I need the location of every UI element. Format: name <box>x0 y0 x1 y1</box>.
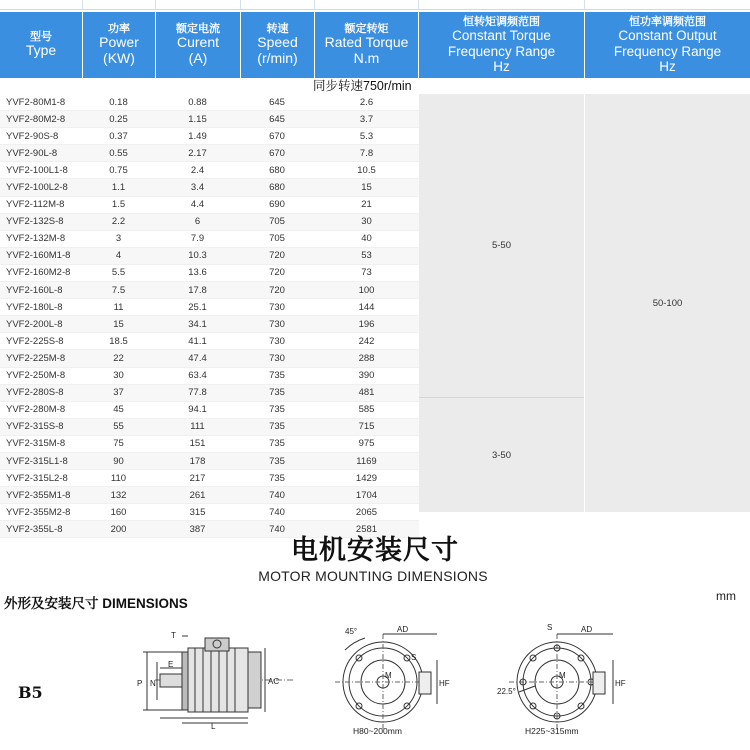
header-current <box>156 12 240 78</box>
cell-power: 110 <box>82 470 155 487</box>
cell-speed: 680 <box>240 162 314 179</box>
table-row <box>0 470 419 487</box>
header-co-range <box>585 12 750 78</box>
mount-type-label: B5 <box>18 683 43 702</box>
cell-speed: 730 <box>240 316 314 333</box>
unit-label: mm <box>716 589 736 603</box>
header-power-en: Power <box>99 34 139 51</box>
cell-power: 5.5 <box>82 264 155 281</box>
side-view-drawing <box>135 630 300 730</box>
cell-torque: 53 <box>314 247 419 264</box>
cell-type: YVF2-160L-8 <box>0 282 82 299</box>
header-power <box>83 12 155 78</box>
cell-speed: 735 <box>240 384 314 401</box>
cell-speed: 740 <box>240 487 314 504</box>
cell-speed: 740 <box>240 521 314 538</box>
front-view-h225-315 <box>495 620 630 738</box>
table-row <box>0 384 419 401</box>
co-range <box>585 94 750 512</box>
section-title-zh: 电机安装尺寸 <box>291 535 459 566</box>
header-co-range-en1: Constant Output <box>618 28 717 44</box>
cell-power: 30 <box>82 367 155 384</box>
header-speed-en: Speed <box>257 34 298 51</box>
cell-power: 15 <box>82 316 155 333</box>
header-current-unit: (A) <box>188 50 208 67</box>
label-n: N <box>150 679 156 688</box>
cell-type: YVF2-100L2-8 <box>0 179 82 196</box>
front2-hf: HF <box>615 679 626 688</box>
cell-torque: 3.7 <box>314 111 419 128</box>
cell-power: 132 <box>82 487 155 504</box>
cell-power: 22 <box>82 350 155 367</box>
front2-s: S <box>547 623 553 632</box>
cell-torque: 144 <box>314 299 419 316</box>
cell-torque: 242 <box>314 333 419 350</box>
table-row <box>0 230 419 247</box>
header-power-unit: (KW) <box>103 50 135 67</box>
cell-speed: 730 <box>240 333 314 350</box>
cell-torque: 288 <box>314 350 419 367</box>
cell-type: YVF2-180L-8 <box>0 299 82 316</box>
cell-power: 7.5 <box>82 282 155 299</box>
cell-torque: 196 <box>314 316 419 333</box>
header-co-range-zh: 恒功率调频范围 <box>629 16 706 29</box>
co-range-value: 50-100 <box>652 297 683 309</box>
cell-current: 41.1 <box>155 333 240 350</box>
cell-power: 2.2 <box>82 213 155 230</box>
front-view-h80-200 <box>325 620 450 738</box>
table-row <box>0 196 419 213</box>
cell-torque: 390 <box>314 367 419 384</box>
cell-torque: 715 <box>314 418 419 435</box>
cell-speed: 720 <box>240 264 314 281</box>
cell-type: YVF2-160M2-8 <box>0 264 82 281</box>
subheader-sync-speed: 同步转速750r/min <box>313 79 412 93</box>
cell-current: 34.1 <box>155 316 240 333</box>
cell-torque: 21 <box>314 196 419 213</box>
cell-type: YVF2-315S-8 <box>0 418 82 435</box>
cell-speed: 735 <box>240 435 314 452</box>
cell-speed: 730 <box>240 350 314 367</box>
cell-power: 0.37 <box>82 128 155 145</box>
header-speed-zh: 转速 <box>266 23 289 36</box>
cell-torque: 1169 <box>314 452 419 469</box>
cell-type: YVF2-90S-8 <box>0 128 82 145</box>
cell-current: 261 <box>155 487 240 504</box>
cell-torque: 2065 <box>314 504 419 521</box>
front1-angle: 45° <box>345 627 358 636</box>
table-row <box>0 452 419 469</box>
label-ac: AC <box>268 677 280 686</box>
cell-current: 178 <box>155 452 240 469</box>
cell-type: YVF2-132M-8 <box>0 230 82 247</box>
front1-m: M <box>385 671 392 680</box>
header-torque-zh: 额定转矩 <box>344 23 389 36</box>
cell-power: 75 <box>82 435 155 452</box>
table-row <box>0 282 419 299</box>
cell-torque: 1704 <box>314 487 419 504</box>
cell-power: 0.55 <box>82 145 155 162</box>
cell-speed: 730 <box>240 299 314 316</box>
header-torque-unit: N.m <box>353 50 380 67</box>
cell-speed: 705 <box>240 230 314 247</box>
ct-range-upper-value: 5-50 <box>491 240 511 251</box>
dimensions-label: 外形及安装尺寸 DIMENSIONS <box>4 596 188 611</box>
cell-torque: 30 <box>314 213 419 230</box>
front2-caption: H225~315mm <box>525 726 579 736</box>
cell-torque: 481 <box>314 384 419 401</box>
table-row <box>0 179 419 196</box>
cell-power: 0.18 <box>82 94 155 111</box>
cell-current: 387 <box>155 521 240 538</box>
cell-current: 13.6 <box>155 264 240 281</box>
cell-type: YVF2-355M2-8 <box>0 504 82 521</box>
ct-range-upper <box>419 94 584 398</box>
cell-current: 217 <box>155 470 240 487</box>
cell-torque: 2581 <box>314 521 419 538</box>
table-row <box>0 145 419 162</box>
cell-power: 55 <box>82 418 155 435</box>
cell-torque: 100 <box>314 282 419 299</box>
cell-type: YVF2-280M-8 <box>0 401 82 418</box>
cell-torque: 1429 <box>314 470 419 487</box>
header-torque <box>315 12 418 78</box>
table-row <box>0 316 419 333</box>
table-row <box>0 111 419 128</box>
cell-speed: 735 <box>240 367 314 384</box>
cell-current: 3.4 <box>155 179 240 196</box>
ct-range-lower <box>419 398 584 512</box>
cell-torque: 5.3 <box>314 128 419 145</box>
cell-current: 10.3 <box>155 247 240 264</box>
table-row <box>0 333 419 350</box>
label-l: L <box>211 722 216 730</box>
cell-speed: 670 <box>240 128 314 145</box>
header-ct-range-zh: 恒转矩调频范围 <box>463 16 540 29</box>
cell-torque: 40 <box>314 230 419 247</box>
cell-current: 6 <box>155 213 240 230</box>
cell-power: 4 <box>82 247 155 264</box>
cell-type: YVF2-225M-8 <box>0 350 82 367</box>
cell-type: YVF2-132S-8 <box>0 213 82 230</box>
section-title-en: MOTOR MOUNTING DIMENSIONS <box>258 568 488 584</box>
cell-torque: 10.5 <box>314 162 419 179</box>
cell-current: 47.4 <box>155 350 240 367</box>
cell-type: YVF2-225S-8 <box>0 333 82 350</box>
table-row <box>0 435 419 452</box>
table-row <box>0 418 419 435</box>
cell-speed: 735 <box>240 401 314 418</box>
cell-type: YVF2-200L-8 <box>0 316 82 333</box>
cell-current: 63.4 <box>155 367 240 384</box>
cell-current: 1.49 <box>155 128 240 145</box>
cell-speed: 735 <box>240 418 314 435</box>
header-ct-range-en2: Frequency Range <box>447 43 556 59</box>
cell-type: YVF2-160M1-8 <box>0 247 82 264</box>
cell-current: 2.4 <box>155 162 240 179</box>
cell-power: 90 <box>82 452 155 469</box>
table-row <box>0 487 419 504</box>
cell-current: 0.88 <box>155 94 240 111</box>
cell-speed: 645 <box>240 111 314 128</box>
cell-current: 1.15 <box>155 111 240 128</box>
cell-current: 25.1 <box>155 299 240 316</box>
cell-speed: 645 <box>240 94 314 111</box>
cell-power: 11 <box>82 299 155 316</box>
cell-current: 77.8 <box>155 384 240 401</box>
table-row <box>0 128 419 145</box>
table-row <box>0 350 419 367</box>
cell-speed: 690 <box>240 196 314 213</box>
cell-power: 3 <box>82 230 155 247</box>
cell-speed: 735 <box>240 452 314 469</box>
cell-power: 0.25 <box>82 111 155 128</box>
cell-power: 0.75 <box>82 162 155 179</box>
header-type-zh: 型号 <box>30 31 52 43</box>
cell-torque: 585 <box>314 401 419 418</box>
table-row <box>0 162 419 179</box>
cell-speed: 705 <box>240 213 314 230</box>
header-type <box>0 12 82 78</box>
cell-speed: 735 <box>240 470 314 487</box>
header-ct-range-unit: Hz <box>493 58 510 74</box>
table-row <box>0 367 419 384</box>
cell-type: YVF2-315L1-8 <box>0 452 82 469</box>
header-ct-range-en1: Constant Torque <box>452 28 551 44</box>
front2-ad: AD <box>581 625 593 634</box>
cell-power: 45 <box>82 401 155 418</box>
label-t: T <box>171 631 176 640</box>
cell-type: YVF2-112M-8 <box>0 196 82 213</box>
table-row <box>0 504 419 521</box>
cell-current: 315 <box>155 504 240 521</box>
cell-speed: 720 <box>240 247 314 264</box>
cell-speed: 740 <box>240 504 314 521</box>
header-current-zh: 额定电流 <box>176 23 220 36</box>
cell-power: 160 <box>82 504 155 521</box>
front1-s: S <box>411 653 417 662</box>
cell-torque: 15 <box>314 179 419 196</box>
cell-torque: 2.6 <box>314 94 419 111</box>
table-row <box>0 247 419 264</box>
cell-current: 4.4 <box>155 196 240 213</box>
top-strip <box>0 0 750 12</box>
cell-current: 94.1 <box>155 401 240 418</box>
cell-speed: 670 <box>240 145 314 162</box>
cell-torque: 975 <box>314 435 419 452</box>
cell-current: 111 <box>155 418 240 435</box>
table-row <box>0 94 419 111</box>
front2-m: M <box>559 671 566 680</box>
label-e: E <box>168 660 174 669</box>
cell-power: 1.1 <box>82 179 155 196</box>
header-speed <box>241 12 314 78</box>
cell-power: 18.5 <box>82 333 155 350</box>
header-speed-unit: (r/min) <box>257 50 298 67</box>
cell-torque: 73 <box>314 264 419 281</box>
cell-type: YVF2-280S-8 <box>0 384 82 401</box>
table-row <box>0 299 419 316</box>
cell-type: YVF2-100L1-8 <box>0 162 82 179</box>
cell-type: YVF2-315L2-8 <box>0 470 82 487</box>
front1-hf: HF <box>439 679 450 688</box>
cell-speed: 720 <box>240 282 314 299</box>
table-row <box>0 401 419 418</box>
cell-type: YVF2-90L-8 <box>0 145 82 162</box>
cell-speed: 680 <box>240 179 314 196</box>
header-co-range-unit: Hz <box>659 58 676 74</box>
cell-power: 200 <box>82 521 155 538</box>
cell-type: YVF2-355L-8 <box>0 521 82 538</box>
cell-type: YVF2-315M-8 <box>0 435 82 452</box>
header-torque-en: Rated Torque <box>324 34 409 51</box>
cell-power: 1.5 <box>82 196 155 213</box>
cell-type: YVF2-250M-8 <box>0 367 82 384</box>
cell-torque: 7.8 <box>314 145 419 162</box>
cell-current: 2.17 <box>155 145 240 162</box>
table-row <box>0 264 419 281</box>
label-p: P <box>137 679 143 688</box>
header-co-range-en2: Frequency Range <box>613 43 722 59</box>
cell-type: YVF2-80M2-8 <box>0 111 82 128</box>
header-ct-range <box>419 12 584 78</box>
spec-table <box>0 94 419 538</box>
table-row <box>0 213 419 230</box>
cell-type: YVF2-355M1-8 <box>0 487 82 504</box>
header-current-en: Curent <box>176 34 220 51</box>
header-power-zh: 功率 <box>108 23 130 36</box>
cell-type: YVF2-80M1-8 <box>0 94 82 111</box>
cell-power: 37 <box>82 384 155 401</box>
cell-current: 7.9 <box>155 230 240 247</box>
header-type-en: Type <box>25 42 57 59</box>
ct-range-lower-value: 3-50 <box>491 449 511 461</box>
front1-caption: H80~200mm <box>353 726 402 736</box>
front1-ad: AD <box>397 625 409 634</box>
cell-current: 151 <box>155 435 240 452</box>
cell-current: 17.8 <box>155 282 240 299</box>
front2-angle: 22.5° <box>497 687 516 696</box>
